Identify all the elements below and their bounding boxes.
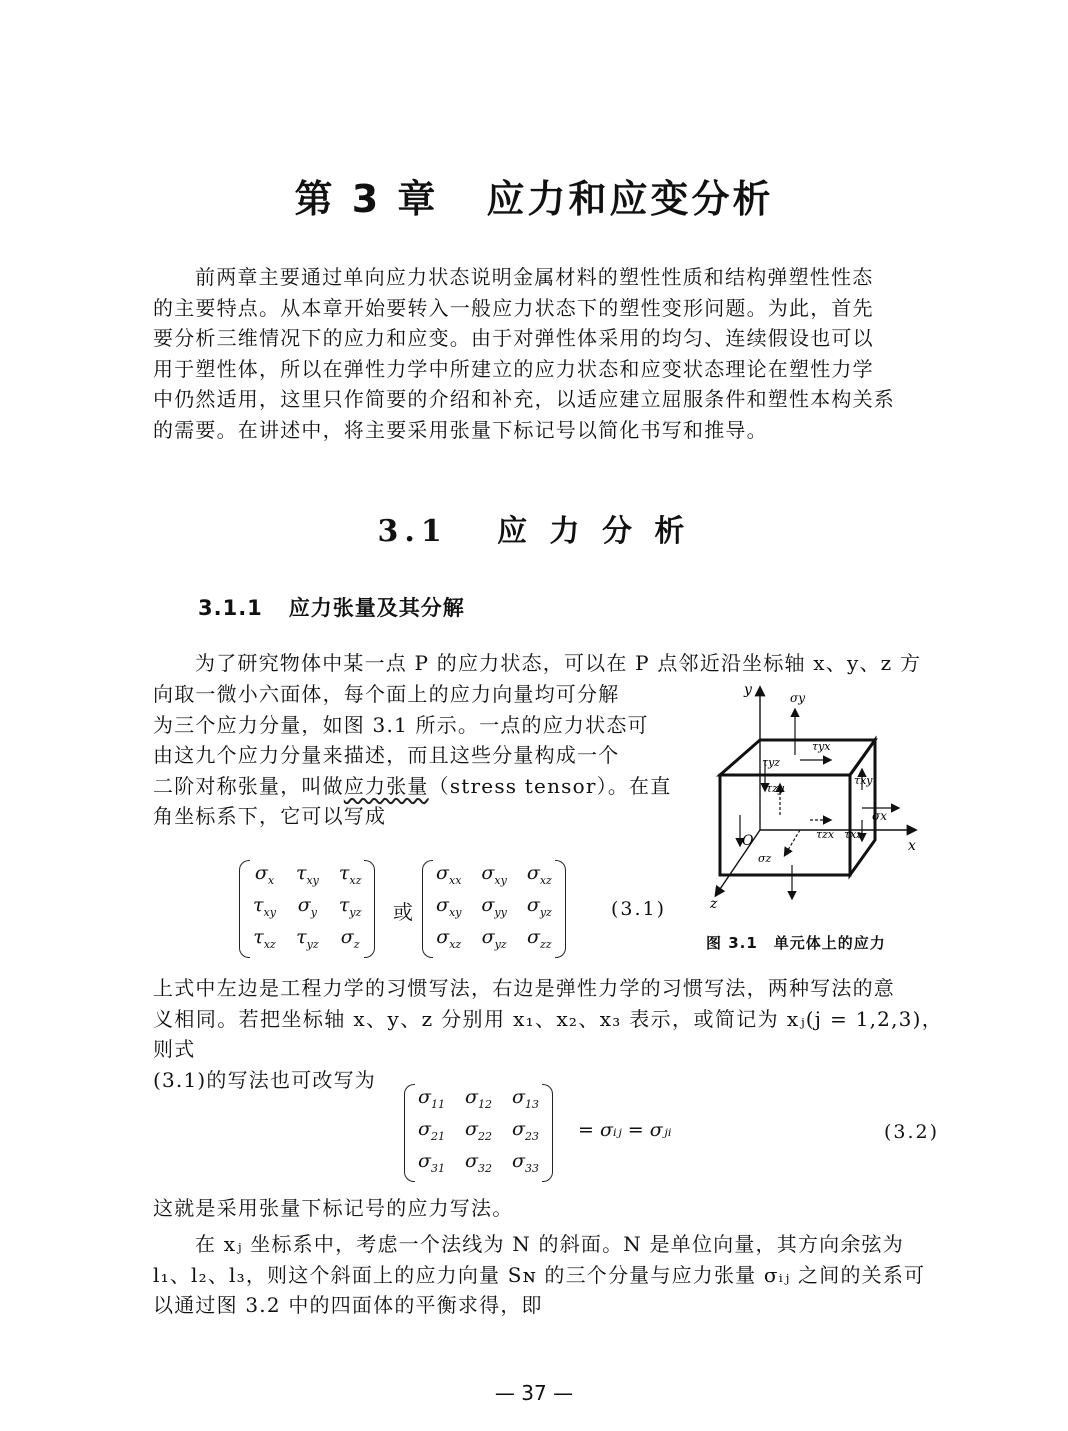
subsection-heading (198, 592, 465, 622)
eq31-cell: $\sigma_{xy}$ (481, 861, 507, 887)
section-heading (0, 506, 1068, 550)
eq31-number: (3.1) (611, 898, 667, 920)
fig-label-tau-xy: τxy (854, 774, 873, 787)
intro-paragraph (153, 262, 943, 445)
fig-label-sigma-x: σx (872, 809, 887, 823)
eq31-conjunction: 或 (393, 900, 413, 924)
p2-line: (3.1)的写法也可改写为 (153, 1067, 377, 1092)
intro-line: 要分析三维情况下的应力和应变。由于对弹性体采用的均匀、连续假设也可以 (153, 326, 874, 350)
eq31-cell: $\tau_{xz}$ (253, 925, 276, 951)
p2-line: 义相同。若把坐标轴 x、y、z 分别用 x₁、x₂、x₃ 表示，或简记为 xⱼ(j = 1,2,3)，则式 (153, 1006, 943, 1061)
eq32-cell: $\sigma_{32}$ (464, 1149, 492, 1175)
eq31-left-matrix (243, 858, 371, 954)
fig-label-tau-zx: τzx (816, 828, 835, 841)
figure-3-1-element-stress (700, 680, 940, 920)
paragraph-4 (153, 1229, 943, 1321)
intro-line: 的需要。在讲述中，将主要采用张量下标记号以简化书写和推导。 (153, 417, 768, 442)
eq32-cell: $\sigma_{22}$ (464, 1117, 492, 1143)
fig-label-sigma-z: σz (758, 852, 772, 865)
eq31-right-matrix (426, 858, 562, 954)
eq32-cell: $\sigma_{13}$ (511, 1085, 539, 1111)
p4-line: l₁、l₂、l₃，则这个斜面上的应力向量 Sɴ 的三个分量与应力张量 σᵢⱼ 之间的关系可 (153, 1262, 926, 1287)
eq32-cell: $\sigma_{21}$ (418, 1117, 445, 1143)
p4-line: 在 xⱼ 坐标系中，考虑一个法线为 N 的斜面。N 是单位向量，其方向余弦为 (195, 1232, 904, 1256)
eq32-matrix (408, 1082, 549, 1178)
p1-tensor-pre: 二阶对称张量，叫做 (153, 773, 344, 798)
eq31-cell: $\tau_{yz}$ (338, 893, 362, 919)
intro-line: 的主要特点。从本章开始要转入一般应力状态下的塑性变形问题。为此，首先 (153, 295, 874, 320)
fig-label-tau-xz: τxz (844, 828, 863, 841)
eq32-rhs: = σᵢⱼ = σⱼᵢ (578, 1119, 672, 1141)
eq31-cell: $\sigma_{xx}$ (436, 861, 462, 887)
fig-label-z: z (710, 896, 718, 912)
p2-line: 上式中左边是工程力学的习惯写法，右边是弹性力学的习惯写法，两种写法的意 (153, 976, 895, 1000)
paragraph-2 (153, 973, 943, 1095)
eq31-cell: $\tau_{yz}$ (296, 925, 319, 951)
eq32-cell: $\sigma_{12}$ (464, 1085, 492, 1111)
chapter-number: 第 3 章 (294, 177, 439, 221)
eq31-cell: $\sigma_z$ (340, 925, 360, 951)
fig-label-y: y (744, 682, 752, 698)
chapter-title (0, 168, 1068, 223)
fig-label-tau-zy: τzy (766, 782, 785, 795)
eq31-cell: $\sigma_{yy}$ (481, 893, 507, 919)
eq31-cell: $\tau_{xy}$ (253, 893, 276, 919)
section-number: 3.1 (377, 514, 448, 549)
intro-line: 用于塑性体，所以在弹性力学中所建立的应力状态和应变状态理论在塑性力学 (153, 356, 874, 381)
eq32-number: (3.2) (884, 1121, 940, 1143)
cube-top-face (720, 740, 875, 775)
eq31-cell: $\tau_{xz}$ (338, 861, 362, 887)
eq31-cell: $\sigma_{xy}$ (436, 893, 462, 919)
eq31-cell: $\sigma_y$ (297, 893, 317, 919)
fig-label-tau-yz: τyz (762, 756, 781, 769)
chapter-name: 应力和应变分析 (486, 177, 774, 221)
intro-line: 前两章主要通过单向应力状态说明金属材料的塑性性质和结构弹塑性性态 (195, 265, 874, 289)
figure-caption: 图 3.1 单元体上的应力 (706, 934, 886, 952)
eq32-cell: $\sigma_{31}$ (418, 1149, 445, 1175)
paragraph-3 (153, 1193, 943, 1224)
section-title: 应 力 分 析 (497, 514, 691, 549)
p1-line: 角坐标系下，它可以写成 (153, 804, 387, 828)
eq31-cell: $\sigma_{yz}$ (481, 925, 507, 951)
eq31-cell: $\sigma_{zz}$ (527, 925, 552, 951)
subsection-number: 3.1.1 (198, 596, 263, 620)
fig-label-tau-yx: τyx (812, 740, 831, 753)
eq32-cell: $\sigma_{23}$ (511, 1117, 539, 1143)
p1-line: 为了研究物体中某一点 P 的应力状态，可以在 P 点邻近沿坐标轴 x、y、z 方 (195, 651, 922, 675)
paragraph-1-first (153, 648, 943, 679)
fig-label-o: O (742, 833, 754, 849)
p4-line: 以通过图 3.2 中的四面体的平衡求得，即 (153, 1293, 543, 1317)
eq31-cell: $\sigma_{xz}$ (436, 925, 462, 951)
eq31-cell: $\sigma_x$ (254, 861, 275, 887)
stress-tensor-term: 应力张量 (343, 773, 429, 798)
page-number: — 37 — (494, 1381, 574, 1405)
p1-line (153, 771, 678, 802)
fig-label-sigma-y: σy (790, 691, 805, 705)
p1-line: 向取一微小六面体，每个面上的应力向量均可分解 (153, 682, 620, 706)
eq31-cell: $\tau_{xy}$ (295, 861, 319, 887)
intro-line: 中仍然适用，这里只作简要的介绍和补充，以适应建立屈服条件和塑性本构关系 (153, 387, 895, 411)
p1-line: 由这九个应力分量来描述，而且这些分量构成一个 (153, 743, 620, 767)
eq32-cell: $\sigma_{33}$ (511, 1149, 539, 1175)
eq31-cell: $\sigma_{yz}$ (526, 893, 552, 919)
p1-line: 为三个应力分量，如图 3.1 所示。一点的应力状态可 (153, 712, 649, 737)
p1-tensor-post: （stress tensor）。在直 (428, 773, 672, 798)
eq32-cell: $\sigma_{11}$ (418, 1085, 445, 1111)
fig-label-x: x (908, 838, 916, 854)
paragraph-1-body (153, 679, 678, 832)
subsection-title: 应力张量及其分解 (288, 596, 465, 620)
p3-line: 这就是采用张量下标记号的应力写法。 (153, 1196, 514, 1220)
eq31-cell: $\sigma_{xz}$ (526, 861, 552, 887)
